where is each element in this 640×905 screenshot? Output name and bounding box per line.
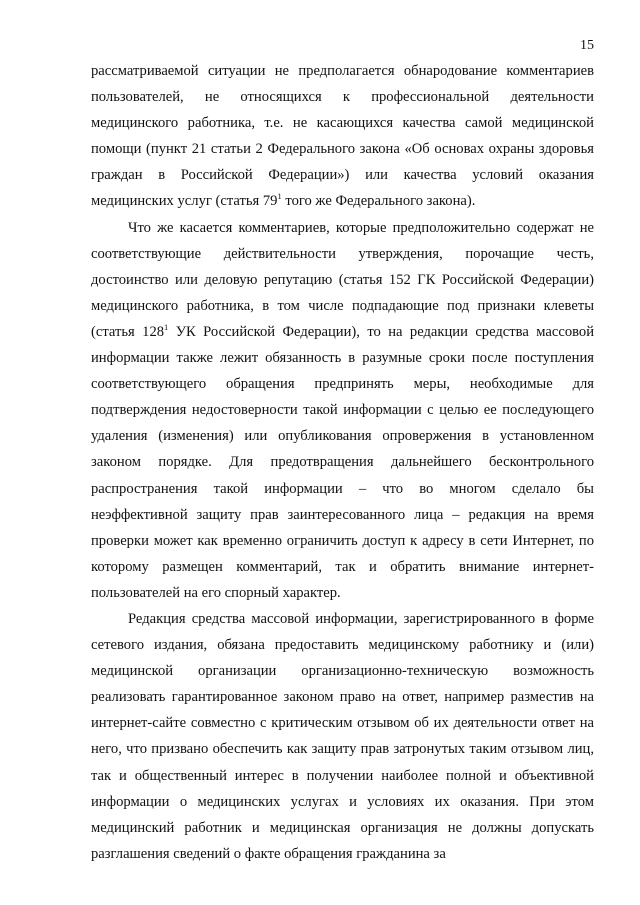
text-span: Что же касается комментариев, которые предположительно содержат не соответствующие действительности утверждения, порочащие честь, достоинство или деловую репутацию (статья 152 ГК Российской Федерации) медицинского работника, в том числе подпадающие под признаки клеветы (статья 128 — [91, 219, 594, 340]
body-text — [91, 58, 594, 867]
text-span: Редакция средства массовой информации, зарегистрированного в форме сетевого издания, обязана предоставить медицинскому работнику и (или) медицинской организации организационно-техническую возможность реализовать гарантированное законом право на ответ, например разместив на интернет-сайте совместно с критическим отзывом об их деятельности ответ на него, что призвано обеспечить как защиту прав затронутых таким отзывом лиц, так и общественный интерес в получении наиболее полной и объективной информации о медицинских услугах и условиях их оказания. При этом медицинский работник и медицинская организация не должны допускать разглашения сведений о факте обращения гражданина за — [91, 610, 594, 862]
text-span: УК Российской Федерации), то на редакции средства массовой информации также лежит обязанность в разумные сроки после поступления соответствующего обращения предпринять меры, необходимые для подтверждения недостоверности такой информации с целью ее последующего удаления (изменения) или опубликования опровержения в установленном законом порядке. Для предотвращения дальнейшего бесконтрольного распространения такой информации – что во многом сделало бы неэффективной защиту прав заинтересованного лица – редакция на время проверки может как временно ограничить доступ к адресу в сети Интернет, по которому размещен комментарий, так и обратить внимание интернет-пользователей на его спорный характер. — [91, 323, 595, 601]
page-number: 15 — [580, 38, 594, 53]
text-span: рассматриваемой ситуации не предполагается обнародование комментариев пользователей, не относящихся к профессиональной деятельности медицинского работника, т.е. не касающихся качества самой медицинской помощи (пункт 21 статьи 2 Федерального закона «Об основах охраны здоровья граждан в Российской Федерации») или качества условий оказания медицинских услуг (статья 79 — [91, 63, 594, 210]
text-span: того же Федерального закона). — [281, 193, 476, 210]
footnote-superscript: 1 — [164, 321, 169, 332]
paragraph-2 — [91, 215, 594, 606]
paragraph-3 — [91, 606, 594, 867]
paragraph-1 — [91, 58, 594, 215]
footnote-superscript: 1 — [277, 191, 282, 202]
